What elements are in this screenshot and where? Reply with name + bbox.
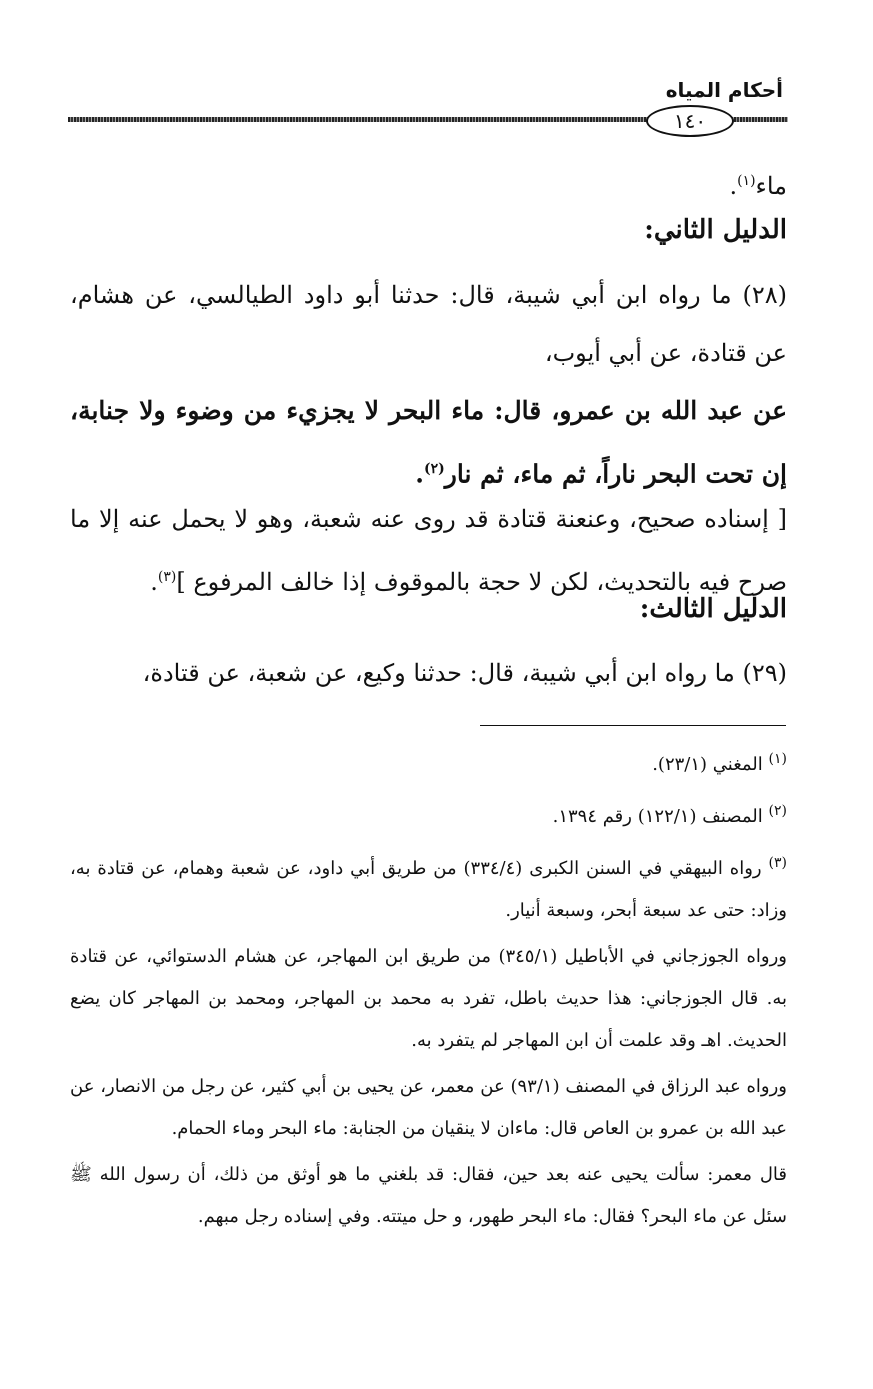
footnote-text: رواه البيهقي في السنن الكبرى (٣٣٤/٤) من طريق أبي داود، عن شعبة وهمام، عن قتادة به، وزاد: حتى عد سبعة أبحر، وسبعة أنيار.	[70, 858, 787, 921]
intro-line: ماء$^{(١)}$.	[729, 172, 787, 200]
footnote-text: المصنف (١٢٢/١) رقم ١٣٩٤.	[552, 806, 763, 827]
grading-text: [ إسناده صحيح، وعنعنة قتادة قد روى عنه شعبة، وهو لا يحمل عنه إلا ما صرح فيه بالتحديث، لكن لا حجة بالموقوف إذا خالف المرفوع ]	[70, 505, 787, 596]
footnote-ref: (١)	[737, 173, 756, 189]
grading-paragraph: [ إسناده صحيح، وعنعنة قتادة قد روى عنه شعبة، وهو لا يحمل عنه إلا ما صرح فيه بالتحديث، لكن لا حجة بالموقوف إذا خالف المرفوع ]$^{(٣)}$.	[70, 505, 787, 596]
footnote-number: (٢)	[768, 803, 787, 819]
footnotes	[70, 738, 787, 1242]
footnote-ref: (٣)	[157, 569, 177, 585]
footnote-ref: (٢)	[423, 461, 445, 477]
book-title: أحكام المياه	[665, 78, 783, 102]
hadith-text: عن عبد الله بن عمرو، قال: ماء البحر لا يجزيء من وضوء ولا جنابة، إن تحت البحر ناراً، ثم ماء، ثم نار	[70, 396, 787, 489]
footnote-number: (١)	[768, 751, 787, 767]
paragraph-28-text: عن عبد الله بن عمرو، قال: ماء البحر لا يجزيء من وضوء ولا جنابة، إن تحت البحر ناراً، ثم ماء، ثم نار$^{(٢)}$.	[70, 396, 787, 489]
page-number: ١٤٠	[646, 105, 734, 137]
footnote-3	[70, 842, 787, 932]
footnote-number: (٣)	[768, 855, 787, 871]
footnote-2	[70, 790, 787, 838]
intro-text: ماء	[755, 172, 787, 200]
footnote-separator	[480, 725, 786, 726]
paragraph-29	[70, 644, 787, 702]
heading-third-proof: الدليل الثالث:	[639, 594, 787, 624]
footnote-3-part-3: ورواه عبد الرزاق في المصنف (٩٣/١) عن معمر، عن يحيى بن أبي كثير، عن رجل من الانصار، عن عبد الله بن عمرو بن العاص قال: ماءان لا ينقيان من الجنابة: ماء البحر وماء الحمام.	[70, 1076, 787, 1139]
paragraph-28-chain: (٢٨) ما رواه ابن أبي شيبة، قال: حدثنا أبو داود الطيالسي، عن هشام، عن قتادة، عن أبي أيوب،	[70, 281, 787, 367]
footnote-text: المغني (٢٣/١).	[652, 754, 763, 775]
footnote-3-part-4: قال معمر: سألت يحيى عنه بعد حين، فقال: قد بلغني ما هو أوثق من ذلك، أن رسول الله ﷺ سئل عن ماء البحر؟ فقال: ماء البحر طهور، و حل ميتته. وفي إسناده رجل مبهم.	[70, 1164, 787, 1227]
header-rule	[68, 109, 788, 133]
footnote-3-part-2: ورواه الجوزجاني في الأباطيل (٣٤٥/١) من طريق ابن المهاجر، عن هشام الدستوائي، عن قتادة به. قال الجوزجاني: هذا حديث باطل، تفرد به محمد بن المهاجر، ومحمد بن المهاجر كان يضع الحديث. اهـ وقد علمت أن ابن المهاجر لم يتفرد به.	[70, 946, 787, 1051]
footnote-1	[70, 738, 787, 786]
paragraph-29-chain: (٢٩) ما رواه ابن أبي شيبة، قال: حدثنا وكيع، عن شعبة، عن قتادة،	[142, 659, 787, 687]
heading-second-proof: الدليل الثاني:	[644, 215, 787, 245]
paragraph-28	[70, 266, 787, 503]
